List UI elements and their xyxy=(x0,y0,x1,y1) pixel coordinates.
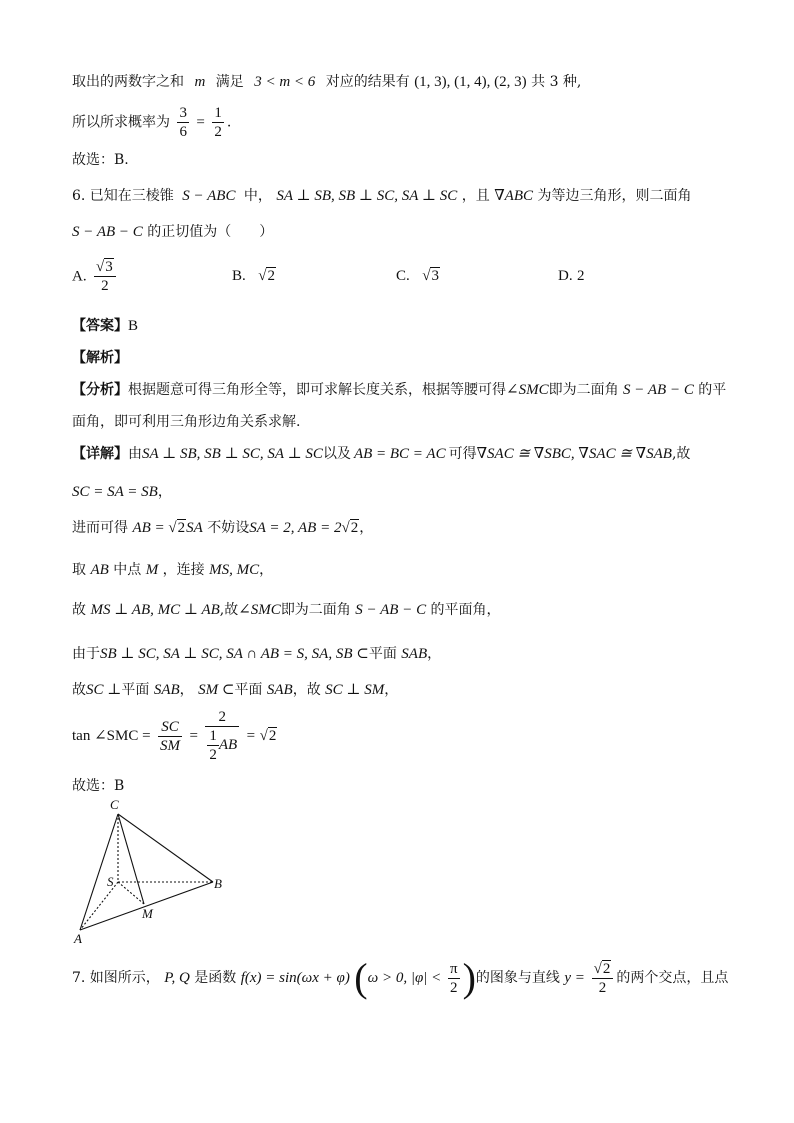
text: 中， xyxy=(243,188,272,204)
math-subset: SM ⊂ xyxy=(198,682,235,698)
math-angle: ∠SMC xyxy=(506,382,549,398)
text: 故 xyxy=(72,602,86,618)
math-dihedral: S − AB − C xyxy=(623,382,694,398)
detail-line-1 xyxy=(72,444,690,464)
math-conditions: SA ⊥ SB, SB ⊥ SC, SA ⊥ SC xyxy=(142,446,323,462)
math-plane: SAB xyxy=(153,682,180,698)
denominator: 2 xyxy=(448,978,460,997)
edge-sm xyxy=(118,882,144,904)
text: 可得 xyxy=(448,446,477,462)
text: 平面 xyxy=(121,682,150,698)
label-s: S xyxy=(107,874,114,889)
detail-line-2 xyxy=(72,482,172,502)
text-line-1 xyxy=(72,72,581,92)
math-perp: SC ⊥ xyxy=(86,682,122,698)
text: 故 xyxy=(72,682,86,698)
math-dihedral: S − AB − C xyxy=(355,602,427,618)
math-ab: AB xyxy=(90,562,109,578)
paren-close: ) xyxy=(462,955,476,1000)
fraction xyxy=(158,718,182,755)
fenxi-label: 【分析】 xyxy=(72,382,128,398)
numerator: 1 xyxy=(209,728,217,744)
text: 以及 xyxy=(322,446,351,462)
fraction xyxy=(207,727,219,764)
detail-line-6 xyxy=(72,644,441,664)
math-points: P, Q xyxy=(164,970,190,986)
text: 是函数 xyxy=(194,970,237,986)
math-m: m xyxy=(194,74,206,90)
math-sa: SA xyxy=(186,520,203,536)
math-equal-sides: AB = BC = AC xyxy=(353,446,446,462)
text: 的平 xyxy=(698,382,727,398)
sqrt: √2 xyxy=(259,728,277,744)
fraction xyxy=(448,960,460,997)
math-triangle: ∇ABC xyxy=(494,188,534,204)
math-angle: ∠SMC xyxy=(238,602,281,618)
radicand: 2 xyxy=(177,520,186,536)
answer-value: B xyxy=(128,318,139,334)
text: 为等边三角形，则二面角 xyxy=(537,188,692,204)
text: ， xyxy=(259,562,274,578)
text: 即为二面角 xyxy=(548,382,619,398)
detail-label: 【详解】 xyxy=(72,446,128,462)
analysis-line-2: 面角，即可利用三角形边角关系求解. xyxy=(72,414,301,430)
text: 不妨设 xyxy=(207,520,250,536)
math-equal-edges: SC = SA = SB xyxy=(72,484,158,500)
denominator: 2 xyxy=(94,276,116,295)
text: ，故 xyxy=(292,682,321,698)
math-inequality: 3 < m < 6 xyxy=(254,74,316,90)
equals: = xyxy=(196,114,205,131)
text: 的平面角， xyxy=(430,602,501,618)
edge-cb xyxy=(118,814,213,882)
text: 根据题意可得三角形全等，即可求解长度关系，根据等腰可得 xyxy=(128,382,506,398)
option-label: B. xyxy=(232,268,246,284)
option-label: D. xyxy=(558,268,573,284)
choose-line: 故选：B. xyxy=(72,152,129,168)
option-b xyxy=(232,268,276,285)
text: ， xyxy=(384,682,399,698)
option-a xyxy=(72,258,119,295)
radicand: 2 xyxy=(602,960,611,977)
text: 平面 xyxy=(368,646,397,662)
text: 对应的结果有 xyxy=(325,74,410,90)
math-segments: MS, MC xyxy=(209,562,260,578)
text: ， xyxy=(157,484,172,500)
text: 即为二面角 xyxy=(280,602,351,618)
text: 的图象与直线 xyxy=(475,970,560,986)
text: 的两个交点，且点 xyxy=(616,970,729,986)
answer-line xyxy=(72,316,138,336)
text: ， xyxy=(179,682,194,698)
text: 取出的两数字之和 xyxy=(72,74,184,90)
question-6-line-2 xyxy=(72,222,273,242)
text: 平面 xyxy=(234,682,263,698)
sqrt: √2 xyxy=(593,960,611,977)
label-c: C xyxy=(110,797,119,812)
text: 6. 已知在三棱锥 xyxy=(72,188,174,204)
option-value: 2 xyxy=(577,268,585,284)
math-tetrahedron: S − ABC xyxy=(182,188,236,204)
math-conditions: SA ⊥ SB, SB ⊥ SC, SA ⊥ SC xyxy=(276,188,458,204)
tan-formula xyxy=(72,708,277,764)
detail-line-4 xyxy=(72,560,273,580)
math-pairs: (1, 3), (1, 4), (2, 3) xyxy=(414,74,527,90)
fraction: $\frac{3}{6}$ xyxy=(179,105,187,140)
text: ， xyxy=(427,646,442,662)
radicand: 2 xyxy=(350,520,359,536)
text: ,故 xyxy=(671,446,691,462)
analysis-label: 【解析】 xyxy=(72,350,128,366)
denominator: 2 xyxy=(209,747,217,763)
period: . xyxy=(226,114,232,131)
math-perpendicular: MS ⊥ AB, MC ⊥ AB xyxy=(90,602,220,618)
text: ，且 xyxy=(461,188,490,204)
tetrahedron-figure xyxy=(68,796,238,946)
sqrt: √3 xyxy=(96,259,113,275)
fraction xyxy=(205,708,239,764)
sqrt: √2 xyxy=(258,268,275,284)
sqrt: √3 xyxy=(422,268,439,284)
radicand: 2 xyxy=(267,268,275,284)
option-c xyxy=(396,268,440,285)
text-line-2 xyxy=(72,104,231,141)
option-d xyxy=(558,268,585,285)
label-m: M xyxy=(142,906,153,921)
text: 共 3 种, xyxy=(531,74,582,90)
detail-line-5 xyxy=(72,600,501,620)
edge-ca xyxy=(80,814,118,930)
text: 由 xyxy=(128,446,142,462)
detail-line-3 xyxy=(72,518,373,538)
text: ,故 xyxy=(219,602,239,618)
math-conditions: SB ⊥ SC, SA ⊥ SC, SA ∩ AB = S, SA, SB ⊂ xyxy=(100,646,369,662)
denominator: SM xyxy=(160,737,180,754)
text: 的正切值为（ ） xyxy=(147,224,274,240)
math-y: y = xyxy=(564,970,589,986)
math-plane: SAB xyxy=(266,682,293,698)
math-plane: SAB xyxy=(401,646,428,662)
math-assignment: SA = 2, AB = 2 xyxy=(249,520,342,536)
answer-label: 【答案】 xyxy=(72,318,128,334)
math-tan: tan ∠SMC = xyxy=(72,728,151,744)
numerator: SC xyxy=(161,718,179,735)
sqrt: √2 xyxy=(168,520,186,536)
question-7-line xyxy=(72,955,729,1000)
text: 进而可得 xyxy=(72,520,128,536)
text: 中点 xyxy=(113,562,142,578)
radicand: 2 xyxy=(268,728,277,744)
detail-line-7 xyxy=(72,680,398,700)
fraction: $\frac{1}{2}$ xyxy=(214,105,222,140)
denominator: 2 xyxy=(592,978,614,997)
math-congruence: ∇SAC ≅ ∇SBC, ∇SAC ≅ ∇SAB xyxy=(476,446,672,462)
math-ab: AB = xyxy=(132,520,169,536)
math-dihedral: S − AB − C xyxy=(72,224,143,240)
label-b: B xyxy=(214,876,222,891)
math-function: f(x) = sin(ωx + φ) xyxy=(240,970,350,986)
label-a: A xyxy=(74,931,82,946)
text: ， xyxy=(359,520,374,536)
radicand: 3 xyxy=(105,259,113,275)
math-m: M xyxy=(145,562,159,578)
choose-line: 故选：B xyxy=(72,778,125,794)
option-label: A. xyxy=(72,268,87,285)
text: 满足 xyxy=(215,74,244,90)
fraction xyxy=(94,258,116,295)
question-6-line-1 xyxy=(72,186,691,206)
math-result: SC ⊥ SM xyxy=(325,682,385,698)
text: 7. 如图所示， xyxy=(72,970,160,986)
text: 由于 xyxy=(72,646,100,662)
text: ，连接 xyxy=(162,562,205,578)
option-label: C. xyxy=(396,268,410,284)
math-condition: ω > 0, |φ| < xyxy=(367,970,446,986)
sqrt: √2 xyxy=(341,520,359,536)
numerator: π xyxy=(450,960,458,977)
analysis-line-1 xyxy=(72,380,726,400)
text: 取 xyxy=(72,562,86,578)
edge-cm xyxy=(118,814,144,904)
math-ab: AB xyxy=(218,736,238,753)
denominator xyxy=(205,726,239,764)
radicand: 3 xyxy=(431,268,439,284)
numerator: 2 xyxy=(218,709,227,725)
fraction xyxy=(592,960,614,997)
equals: = xyxy=(189,728,198,744)
paren-open: ( xyxy=(354,955,368,1000)
text: 所以所求概率为 xyxy=(72,114,170,131)
equals: = xyxy=(246,728,256,744)
